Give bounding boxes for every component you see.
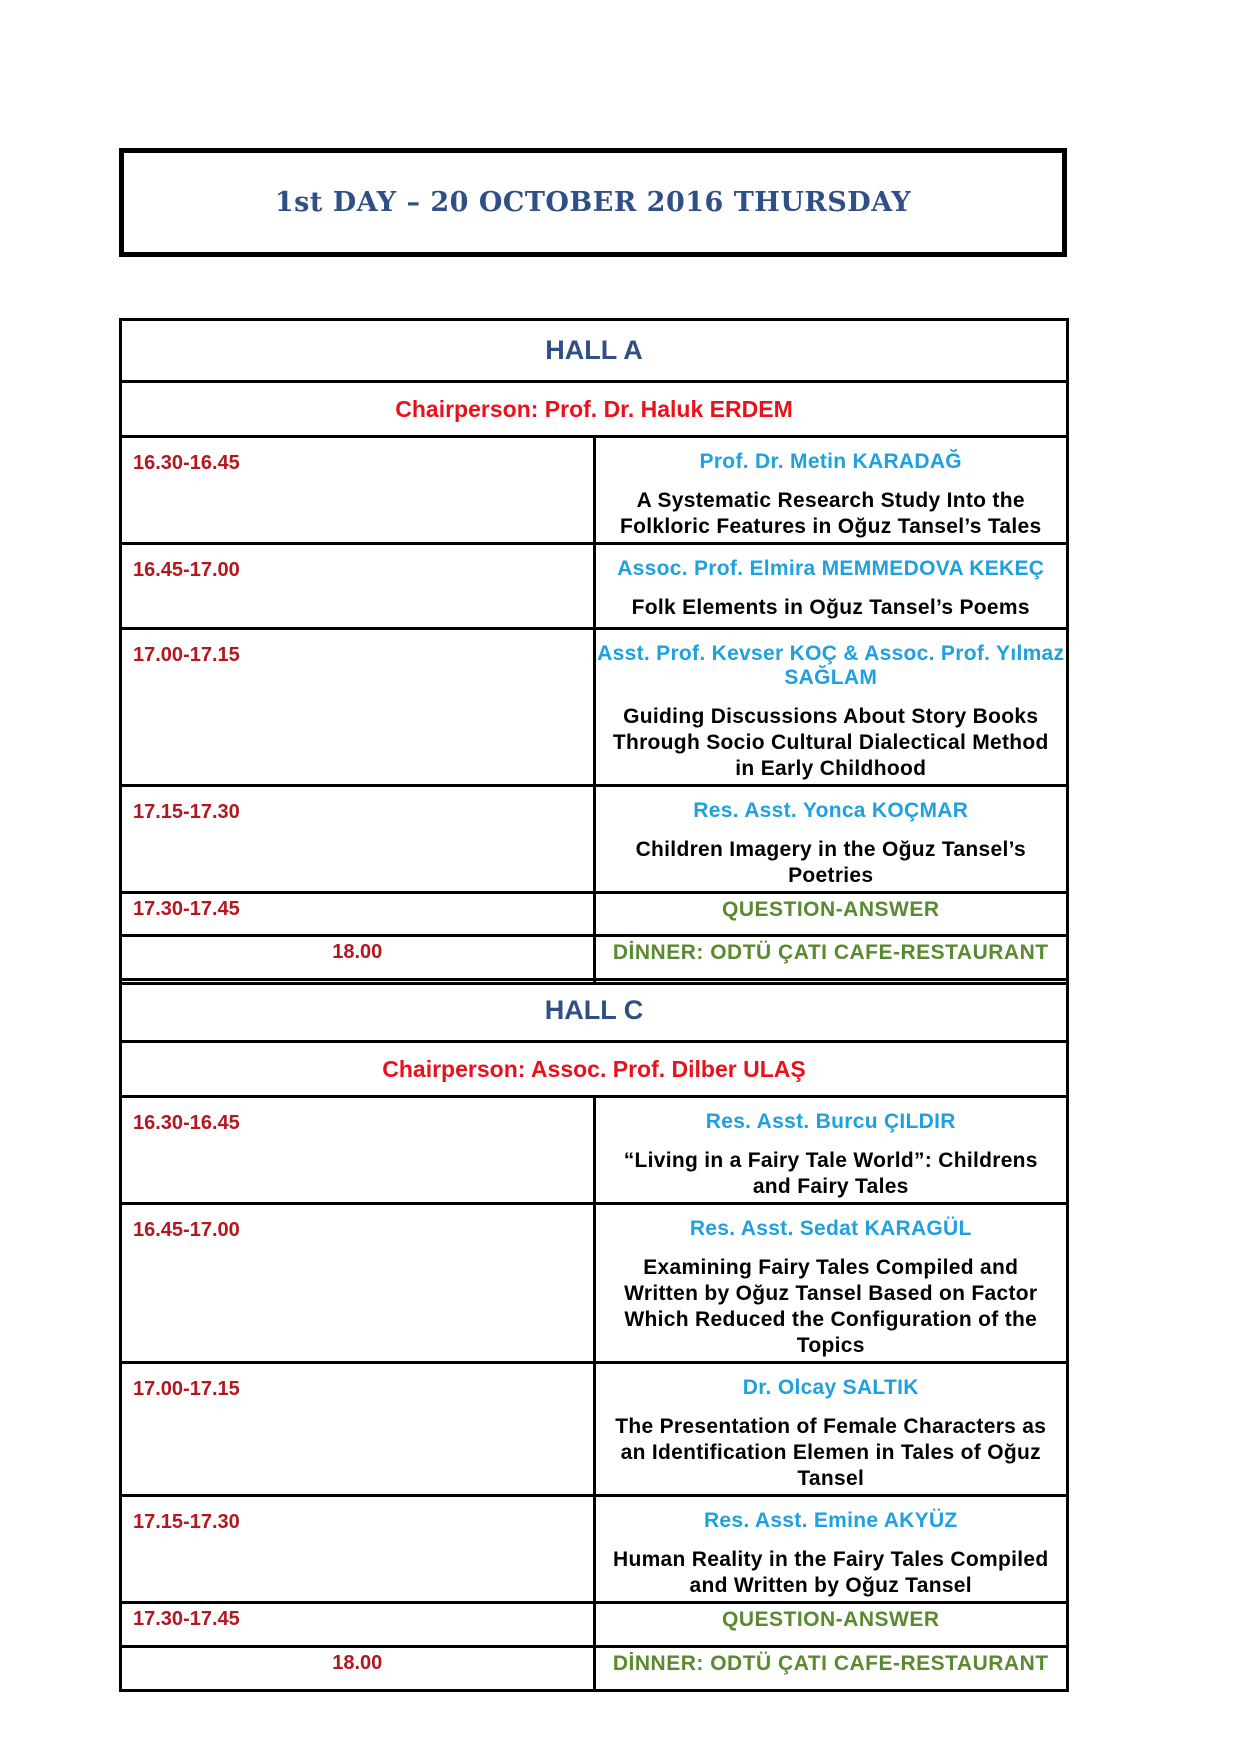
qa-row — [121, 893, 1068, 936]
session-speaker: Dr. Olcay SALTIK — [742, 1376, 919, 1399]
dinner-label: DİNNER: ODTÜ ÇATI CAFE-RESTAURANT — [612, 1652, 1049, 1675]
session-time: 16.30-16.45 — [133, 452, 240, 474]
qa-label: QUESTION-ANSWER — [722, 1608, 940, 1631]
session-time: 17.00-17.15 — [133, 644, 240, 666]
hall-name: HALL C — [121, 980, 1068, 1042]
session-speaker: Prof. Dr. Metin KARADAĞ — [699, 450, 962, 473]
session-time: 17.00-17.15 — [133, 1378, 240, 1400]
session-row — [121, 1496, 1068, 1603]
qa-time: 17.30-17.45 — [133, 1608, 240, 1630]
dinner-time: 18.00 — [332, 941, 383, 963]
session-speaker: Res. Asst. Emine AKYÜZ — [703, 1509, 958, 1532]
session-title: “Living in a Fairy Tale World”: Childrens and Fairy Tales — [623, 1149, 1038, 1198]
qa-label: QUESTION-ANSWER — [722, 898, 940, 921]
session-time: 16.30-16.45 — [133, 1112, 240, 1134]
session-row — [121, 1204, 1068, 1363]
dinner-time: 18.00 — [332, 1652, 383, 1674]
session-title: Human Reality in the Fairy Tales Compiled and Written by Oğuz Tansel — [612, 1548, 1049, 1597]
session-row — [121, 786, 1068, 893]
session-row — [121, 544, 1068, 629]
chairperson: Chairperson: Prof. Dr. Haluk ERDEM — [121, 382, 1068, 437]
session-row — [121, 437, 1068, 544]
chairperson: Chairperson: Assoc. Prof. Dilber ULAŞ — [121, 1042, 1068, 1097]
session-title: Guiding Discussions About Story Books Through Socio Cultural Dialectical Method in Early Childhood — [612, 705, 1049, 780]
dinner-row — [121, 936, 1068, 984]
session-time: 17.15-17.30 — [133, 1511, 240, 1533]
qa-time: 17.30-17.45 — [133, 898, 240, 920]
session-speaker: Assoc. Prof. Elmira MEMMEDOVA KEKEÇ — [617, 557, 1045, 580]
session-title: The Presentation of Female Characters as an Identification Elemen in Tales of Oğuz Tansel — [615, 1415, 1047, 1490]
hall-a-table — [119, 318, 1069, 985]
session-time: 16.45-17.00 — [133, 1219, 240, 1241]
session-row — [121, 1363, 1068, 1496]
hall-name: HALL A — [121, 320, 1068, 382]
session-speaker: Res. Asst. Burcu ÇILDIR — [705, 1110, 956, 1133]
session-time: 17.15-17.30 — [133, 801, 240, 823]
session-time: 16.45-17.00 — [133, 559, 240, 581]
session-row — [121, 1097, 1068, 1204]
session-title: A Systematic Research Study Into the Folkloric Features in Oğuz Tansel’s Tales — [619, 489, 1042, 538]
session-title: Folk Elements in Oğuz Tansel’s Poems — [631, 596, 1030, 619]
qa-row — [121, 1603, 1068, 1647]
session-title: Children Imagery in the Oğuz Tansel’s Poetries — [635, 838, 1026, 887]
day-title: 1st DAY – 20 OCTOBER 2016 THURSDAY — [274, 187, 912, 218]
hall-c-table — [119, 978, 1069, 1692]
day-header-box — [119, 148, 1067, 257]
session-speaker: Res. Asst. Sedat KARAGÜL — [689, 1217, 972, 1240]
dinner-label: DİNNER: ODTÜ ÇATI CAFE-RESTAURANT — [612, 941, 1049, 964]
dinner-row — [121, 1647, 1068, 1691]
session-row — [121, 629, 1068, 786]
session-speaker: Asst. Prof. Kevser KOÇ & Assoc. Prof. Yılmaz SAĞLAM — [597, 642, 1065, 689]
session-speaker: Res. Asst. Yonca KOÇMAR — [693, 799, 969, 822]
session-title: Examining Fairy Tales Compiled and Written by Oğuz Tansel Based on Factor Which Reduced the Configuration of the Topics — [624, 1256, 1038, 1357]
